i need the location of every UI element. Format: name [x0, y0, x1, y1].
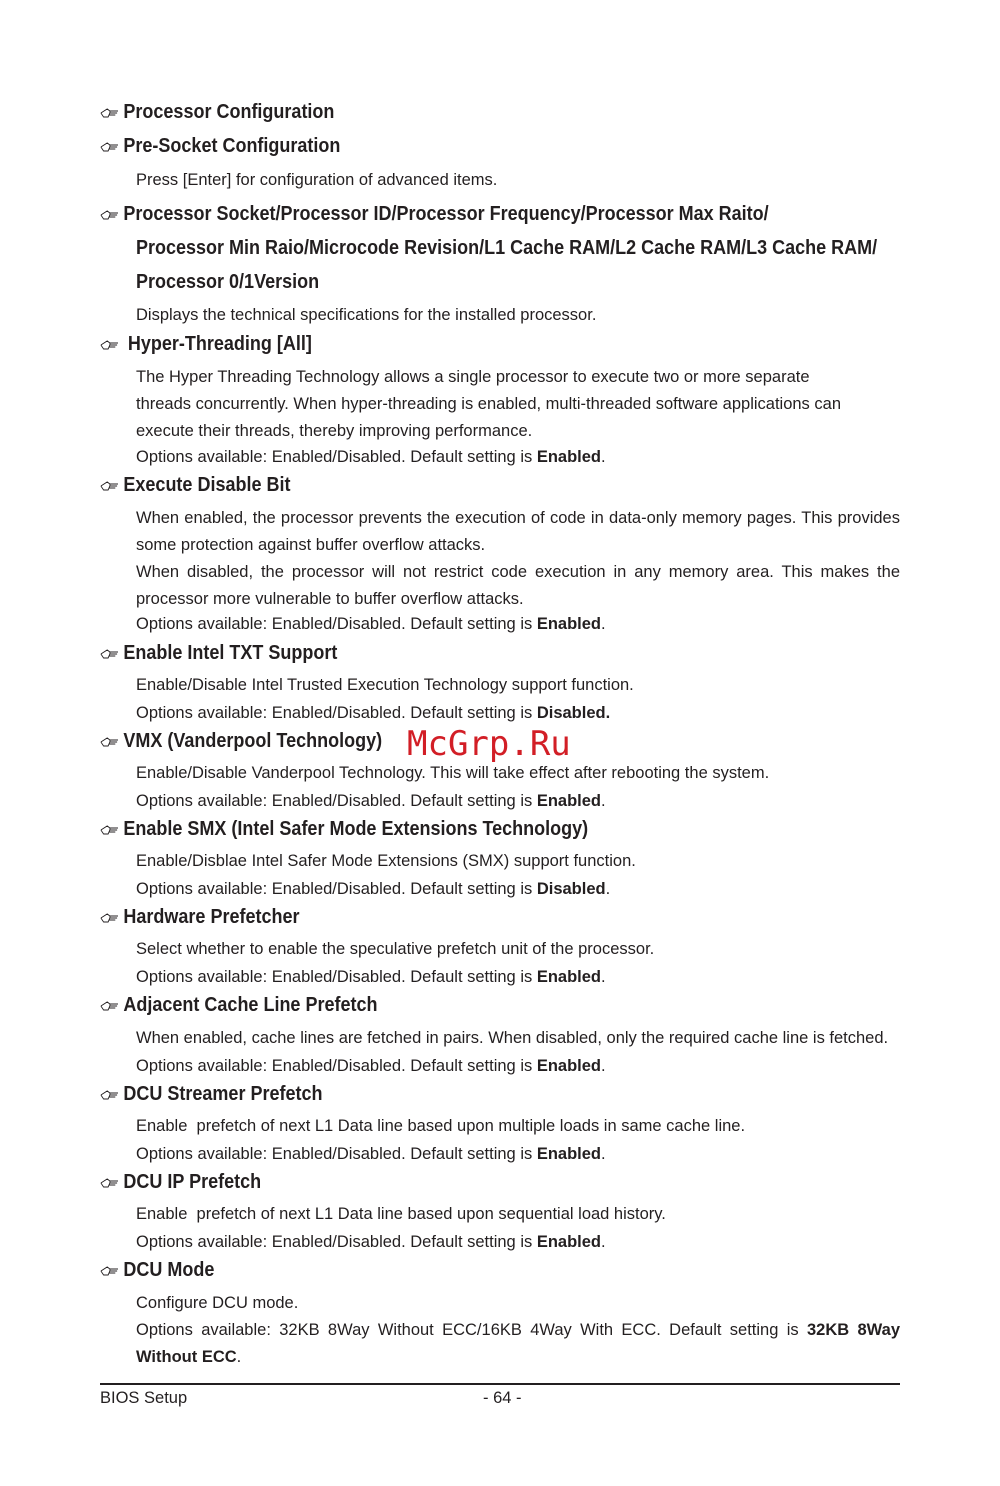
default-value: Enabled [536, 615, 602, 633]
heading-processor-configuration: Processor Configuration [100, 95, 838, 129]
smx-description: Enable/Disblae Intel Safer Mode Extensions (SMX) support function. [136, 852, 636, 870]
default-value: Disabled. [536, 704, 611, 722]
heading-processor-socket: Processor Socket/Processor ID/Processor Frequency/Processor Max Raito/ [100, 197, 838, 231]
processor-specs-description: Displays the technical specifications for the installed processor. [136, 306, 597, 324]
adjacent-cache-line-description: When enabled, cache lines are fetched in pairs. When disabled, only the required cache line is fetched. [136, 1029, 889, 1047]
default-value: 32KB 8Way Without ECC [136, 1321, 900, 1366]
watermark: McGrp.Ru [407, 724, 571, 764]
pointing-hand-icon [100, 339, 123, 351]
vmx-options: Options available: Enabled/Disabled. Default setting is Enabled. [136, 792, 606, 810]
pointing-hand-icon [100, 1000, 123, 1012]
dcu-mode-description: Configure DCU mode. [136, 1294, 299, 1312]
dcu-streamer-options: Options available: Enabled/Disabled. Default setting is Enabled. [136, 1145, 606, 1163]
execute-disable-options: Options available: Enabled/Disabled. Default setting is Enabled. [136, 615, 606, 633]
execute-disable-desc-disabled: When disabled, the processor will not restrict code execution in any memory area. This makes the processor more vulnerable to buffer overflow attacks. [136, 563, 900, 608]
pointing-hand-icon [100, 209, 123, 221]
pointing-hand-icon [100, 824, 123, 836]
default-value: Enabled [536, 448, 602, 466]
pointing-hand-icon [100, 141, 123, 153]
dcu-ip-prefetch-options: Options available: Enabled/Disabled. Default setting is Enabled. [136, 1233, 606, 1251]
default-value: Disabled [536, 880, 606, 898]
default-value: Enabled [536, 968, 602, 986]
heading-dcu-streamer: DCU Streamer Prefetch [100, 1077, 838, 1111]
hardware-prefetcher-options: Options available: Enabled/Disabled. Default setting is Enabled. [136, 968, 606, 986]
dcu-mode-options: Options available: 32KB 8Way Without ECC/16KB 4Way With ECC. Default setting is 32KB 8Way Without ECC. [136, 1321, 900, 1366]
intel-txt-options: Options available: Enabled/Disabled. Default setting is Disabled. [136, 704, 611, 722]
hyper-threading-desc-line-3: execute their threads, thereby improving performance. [136, 422, 533, 440]
execute-disable-desc-enabled: When enabled, the processor prevents the execution of code in data-only memory pages. This provides some protection against buffer overflow attacks. [136, 509, 900, 554]
pointing-hand-icon [100, 107, 123, 119]
intel-txt-description: Enable/Disable Intel Trusted Execution Technology support function. [136, 676, 634, 694]
smx-options: Options available: Enabled/Disabled. Default setting is Disabled. [136, 880, 611, 898]
heading-pre-socket-configuration: Pre-Socket Configuration [100, 129, 838, 163]
heading-enable-smx: Enable SMX (Intel Safer Mode Extensions Technology) [100, 812, 838, 846]
default-value: Enabled [536, 1145, 602, 1163]
heading-hardware-prefetcher: Hardware Prefetcher [100, 900, 838, 934]
hardware-prefetcher-description: Select whether to enable the speculative prefetch unit of the processor. [136, 940, 655, 958]
dcu-ip-prefetch-description: Enable prefetch of next L1 Data line based upon sequential load history. [136, 1205, 666, 1223]
default-value: Enabled [536, 792, 602, 810]
pointing-hand-icon [100, 1089, 123, 1101]
hyper-threading-options: Options available: Enabled/Disabled. Default setting is Enabled. [136, 448, 606, 466]
hyper-threading-desc-line-2: threads concurrently. When hyper-threading is enabled, multi-threaded software applications can [136, 395, 841, 413]
pointing-hand-icon [100, 480, 123, 492]
adjacent-cache-line-options: Options available: Enabled/Disabled. Default setting is Enabled. [136, 1057, 606, 1075]
heading-dcu-mode: DCU Mode [100, 1253, 838, 1287]
heading-processor-socket-line-2: Processor Min Raio/Microcode Revision/L1 Cache RAM/L2 Cache RAM/L3 Cache RAM/ [136, 237, 878, 259]
heading-adjacent-cache-line: Adjacent Cache Line Prefetch [100, 988, 838, 1022]
pointing-hand-icon [100, 648, 123, 660]
default-value: Enabled [536, 1233, 602, 1251]
footer-rule [100, 1383, 900, 1385]
vmx-description: Enable/Disable Vanderpool Technology. This will take effect after rebooting the system. [136, 764, 770, 782]
footer-section-title: BIOS Setup [100, 1389, 188, 1407]
heading-dcu-ip-prefetch: DCU IP Prefetch [100, 1165, 838, 1199]
pre-socket-description: Press [Enter] for configuration of advanced items. [136, 171, 498, 189]
pointing-hand-icon [100, 912, 123, 924]
heading-hyper-threading: Hyper-Threading [All] [100, 327, 838, 361]
heading-enable-intel-txt: Enable Intel TXT Support [100, 636, 838, 670]
heading-execute-disable-bit: Execute Disable Bit [100, 468, 838, 502]
heading-vmx: VMX (Vanderpool Technology) [100, 724, 838, 758]
default-value: Enabled [536, 1057, 602, 1075]
hyper-threading-desc-line-1: The Hyper Threading Technology allows a single processor to execute two or more separate [136, 368, 810, 386]
page-number: - 64 - [483, 1389, 522, 1407]
dcu-streamer-description: Enable prefetch of next L1 Data line based upon multiple loads in same cache line. [136, 1117, 746, 1135]
pointing-hand-icon [100, 1177, 123, 1189]
pointing-hand-icon [100, 1265, 123, 1277]
heading-processor-socket-line-3: Processor 0/1Version [136, 271, 320, 293]
pointing-hand-icon [100, 736, 123, 748]
